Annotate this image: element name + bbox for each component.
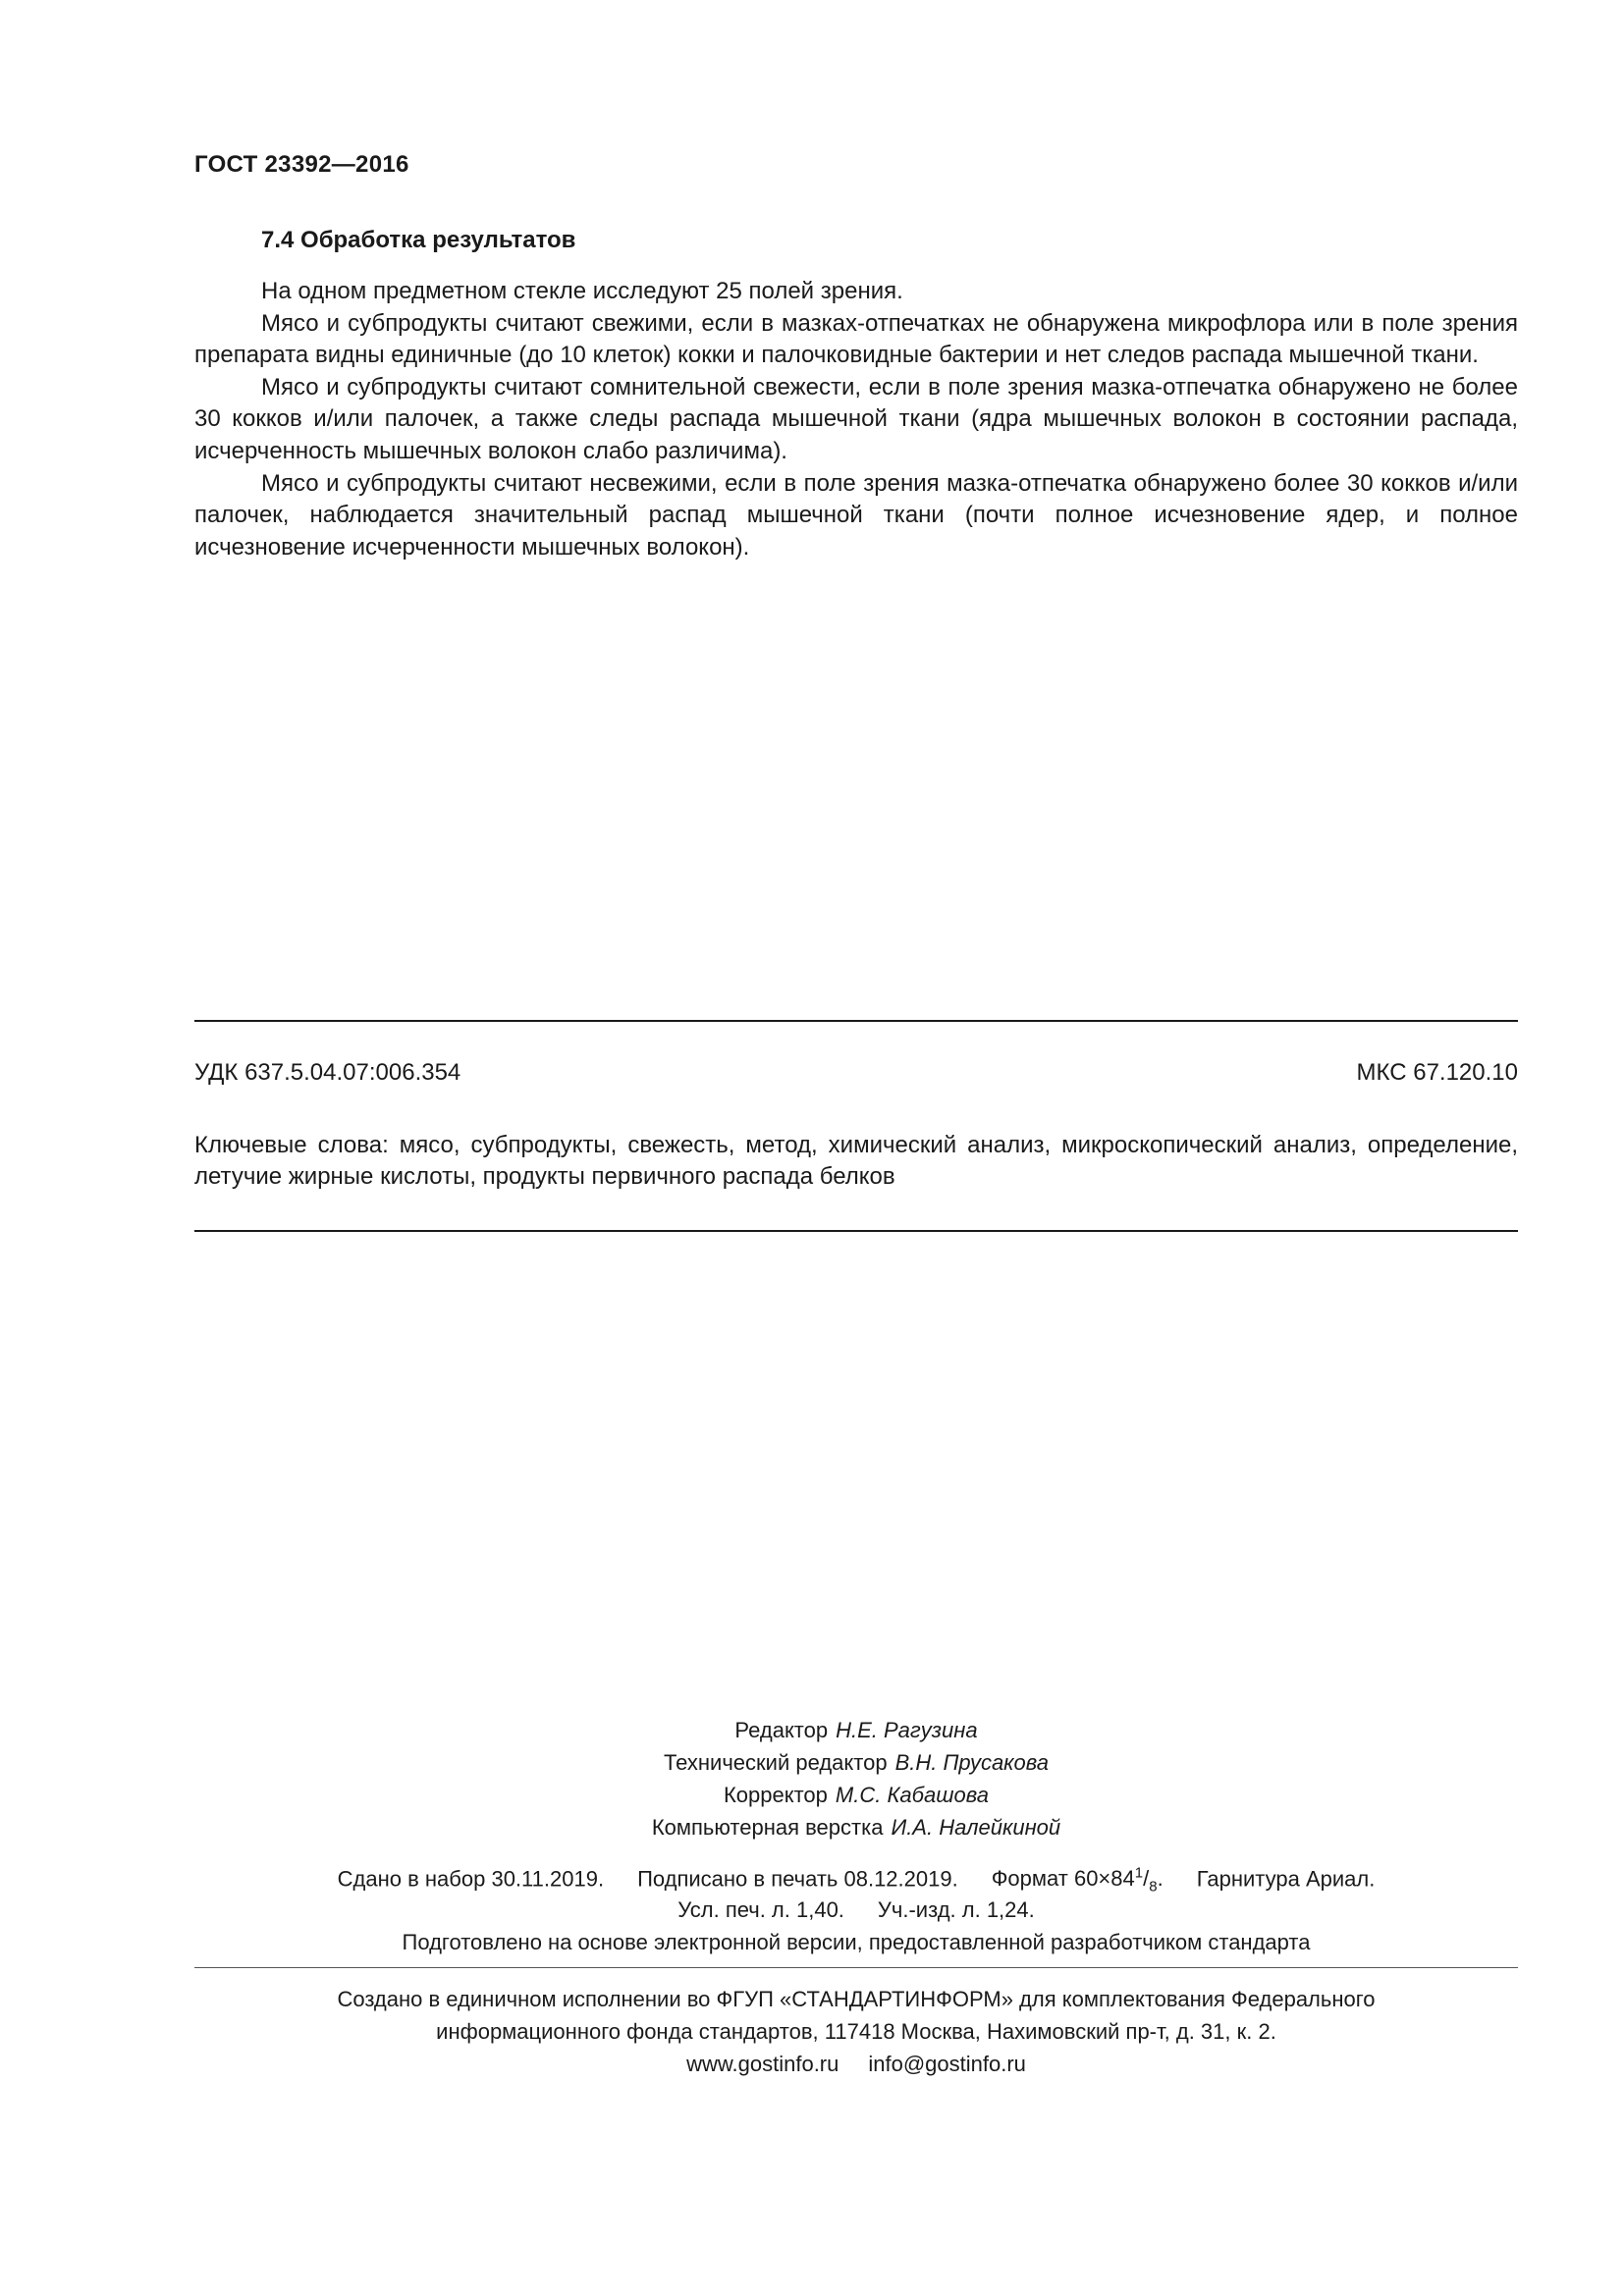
- signed-date: Подписано в печать 08.12.2019.: [637, 1866, 958, 1892]
- credit-editor: [194, 1718, 1518, 1743]
- paragraph-2: Мясо и субпродукты считают свежими, если в мазках-отпечатках не обнаружена микрофлора или в поле зрения препарата видны единичные (до 10 клеток) кокки и палочковидные бактерии и нет следов распада мышечной ткани.: [194, 309, 1518, 369]
- credit-name: И.А. Налейкиной: [891, 1815, 1061, 1840]
- credit-tech-editor: [194, 1750, 1518, 1776]
- credits-block: [194, 1718, 1518, 1845]
- footer-line-1: Создано в единичном исполнении во ФГУП «СТАНДАРТИНФОРМ» для комплектования Федерального: [337, 1987, 1376, 2011]
- footer-contacts: [194, 2052, 1518, 2077]
- paragraph-1: На одном предметном стекле исследуют 25 полей зрения.: [261, 278, 903, 304]
- pub-sheets: Уч.-изд. л. 1,24.: [877, 1897, 1035, 1922]
- keywords: Ключевые слова: мясо, субпродукты, свежесть, метод, химический анализ, микроскопический анализ, определение, летучие жирные кислоты, продукты первичного распада белков: [194, 1132, 1518, 1190]
- paragraph-4: Мясо и субпродукты считают несвежими, если в поле зрения мазка-отпечатка обнаружено более 30 кокков и/или палочек, наблюдается значительный распад мышечной ткани (почти полное исчезновение ядер, и полное исчезновение исчерченности мышечных волокон).: [194, 469, 1518, 561]
- publication-line-1: [194, 1865, 1518, 1896]
- typeface: Гарнитура Ариал.: [1196, 1866, 1376, 1892]
- publication-block: [194, 1865, 1518, 1963]
- credit-role: Корректор: [723, 1783, 828, 1807]
- divider-top: [194, 1020, 1518, 1022]
- section-title: 7.4 Обработка результатов: [261, 227, 576, 253]
- credit-name: Н.Е. Рагузина: [836, 1718, 978, 1742]
- credit-proofreader: [194, 1783, 1518, 1808]
- format-info: Формат $60\times 84^1/_8$.: [991, 1865, 1164, 1896]
- website-link[interactable]: www.gostinfo.ru: [686, 2052, 839, 2076]
- prepared-note: Подготовлено на основе электронной версии, предоставленной разработчиком стандарта: [402, 1930, 1311, 1954]
- udk-code: УДК 637.5.04.07:006.354: [194, 1059, 461, 1086]
- credit-role: Компьютерная верстка: [651, 1815, 884, 1840]
- divider-footer: [194, 1967, 1518, 1968]
- credit-name: В.Н. Прусакова: [894, 1750, 1050, 1775]
- footer-block: [194, 1987, 1518, 2095]
- credit-role: Технический редактор: [663, 1750, 888, 1775]
- publication-line-2: [194, 1897, 1518, 1923]
- document-header-id: ГОСТ 23392—2016: [194, 151, 409, 178]
- credit-layout: [194, 1815, 1518, 1841]
- credit-role: Редактор: [734, 1718, 829, 1742]
- mks-code: МКС 67.120.10: [1356, 1059, 1518, 1086]
- print-sheets: Усл. печ. л. 1,40.: [677, 1897, 844, 1922]
- submitted-date: Сдано в набор 30.11.2019.: [337, 1866, 605, 1892]
- email-link[interactable]: info@gostinfo.ru: [868, 2052, 1026, 2076]
- footer-line-2: информационного фонда стандартов, 117418 Москва, Нахимовский пр-т, д. 31, к. 2.: [436, 2019, 1276, 2044]
- credit-name: М.С. Кабашова: [835, 1783, 990, 1807]
- section-body: [194, 276, 1518, 563]
- divider-keywords: [194, 1230, 1518, 1232]
- paragraph-3: Мясо и субпродукты считают сомнительной свежести, если в поле зрения мазка-отпечатка обнаружено не более 30 кокков и/или палочек, а также следы распада мышечной ткани (ядра мышечных волокон в состоянии распада, исчерченность мышечных волокон слабо различима).: [194, 373, 1518, 464]
